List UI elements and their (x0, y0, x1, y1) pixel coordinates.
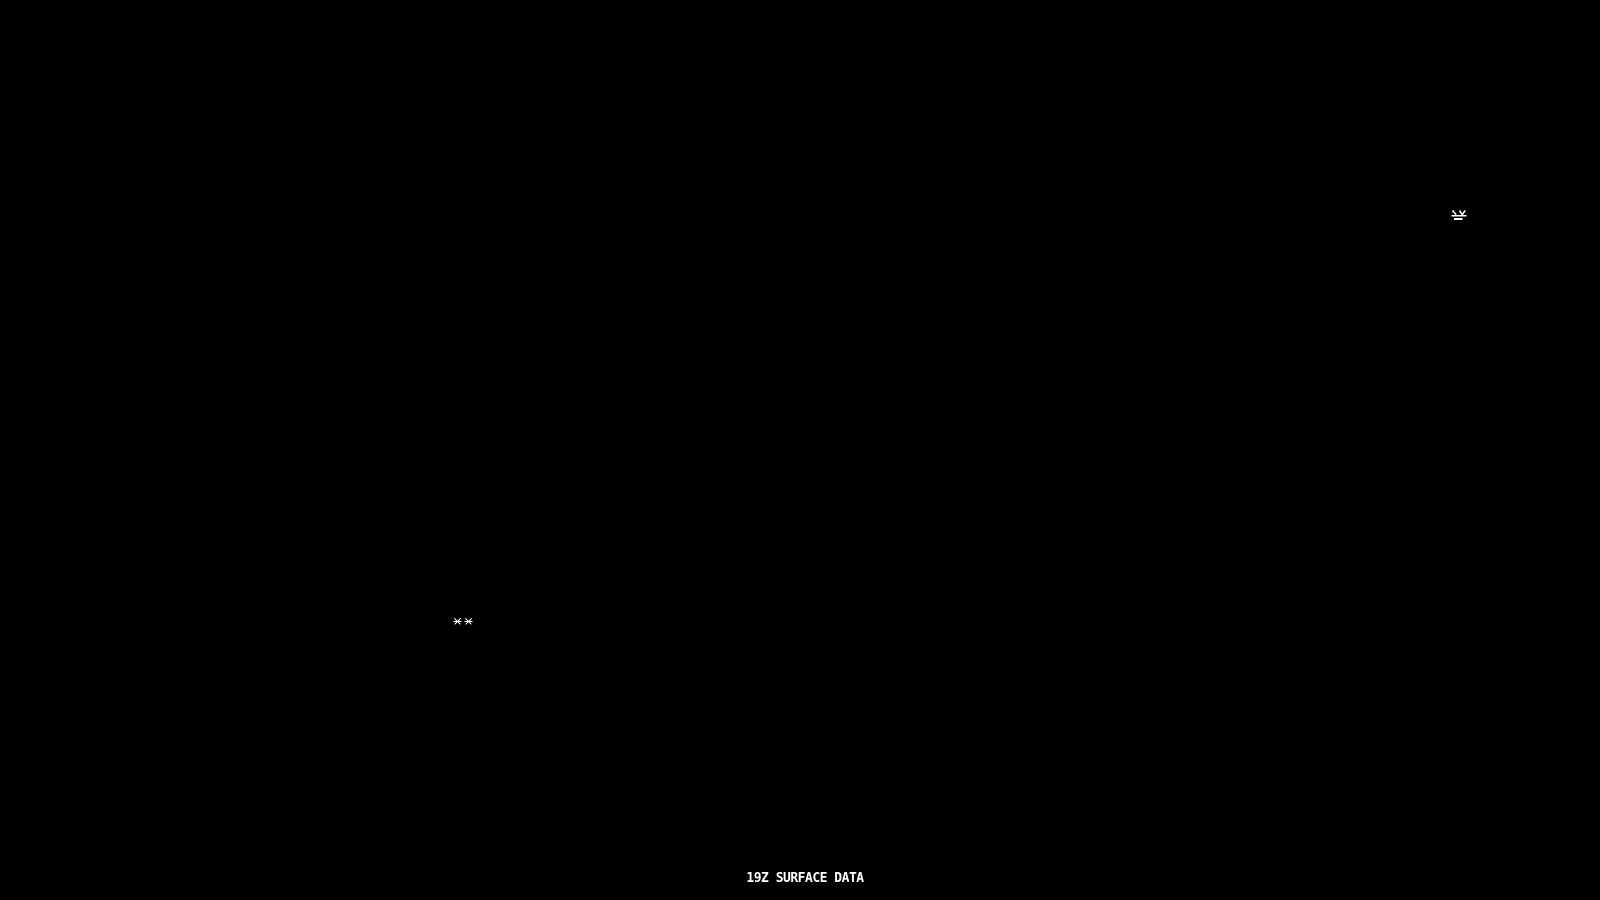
legend-label: 19Z SURFACE DATA (746, 871, 864, 886)
snow-asterisks-icon (450, 614, 476, 629)
station-symbol (1451, 210, 1467, 222)
station-glyph-icon (1451, 210, 1467, 222)
snow-symbol (450, 614, 476, 629)
